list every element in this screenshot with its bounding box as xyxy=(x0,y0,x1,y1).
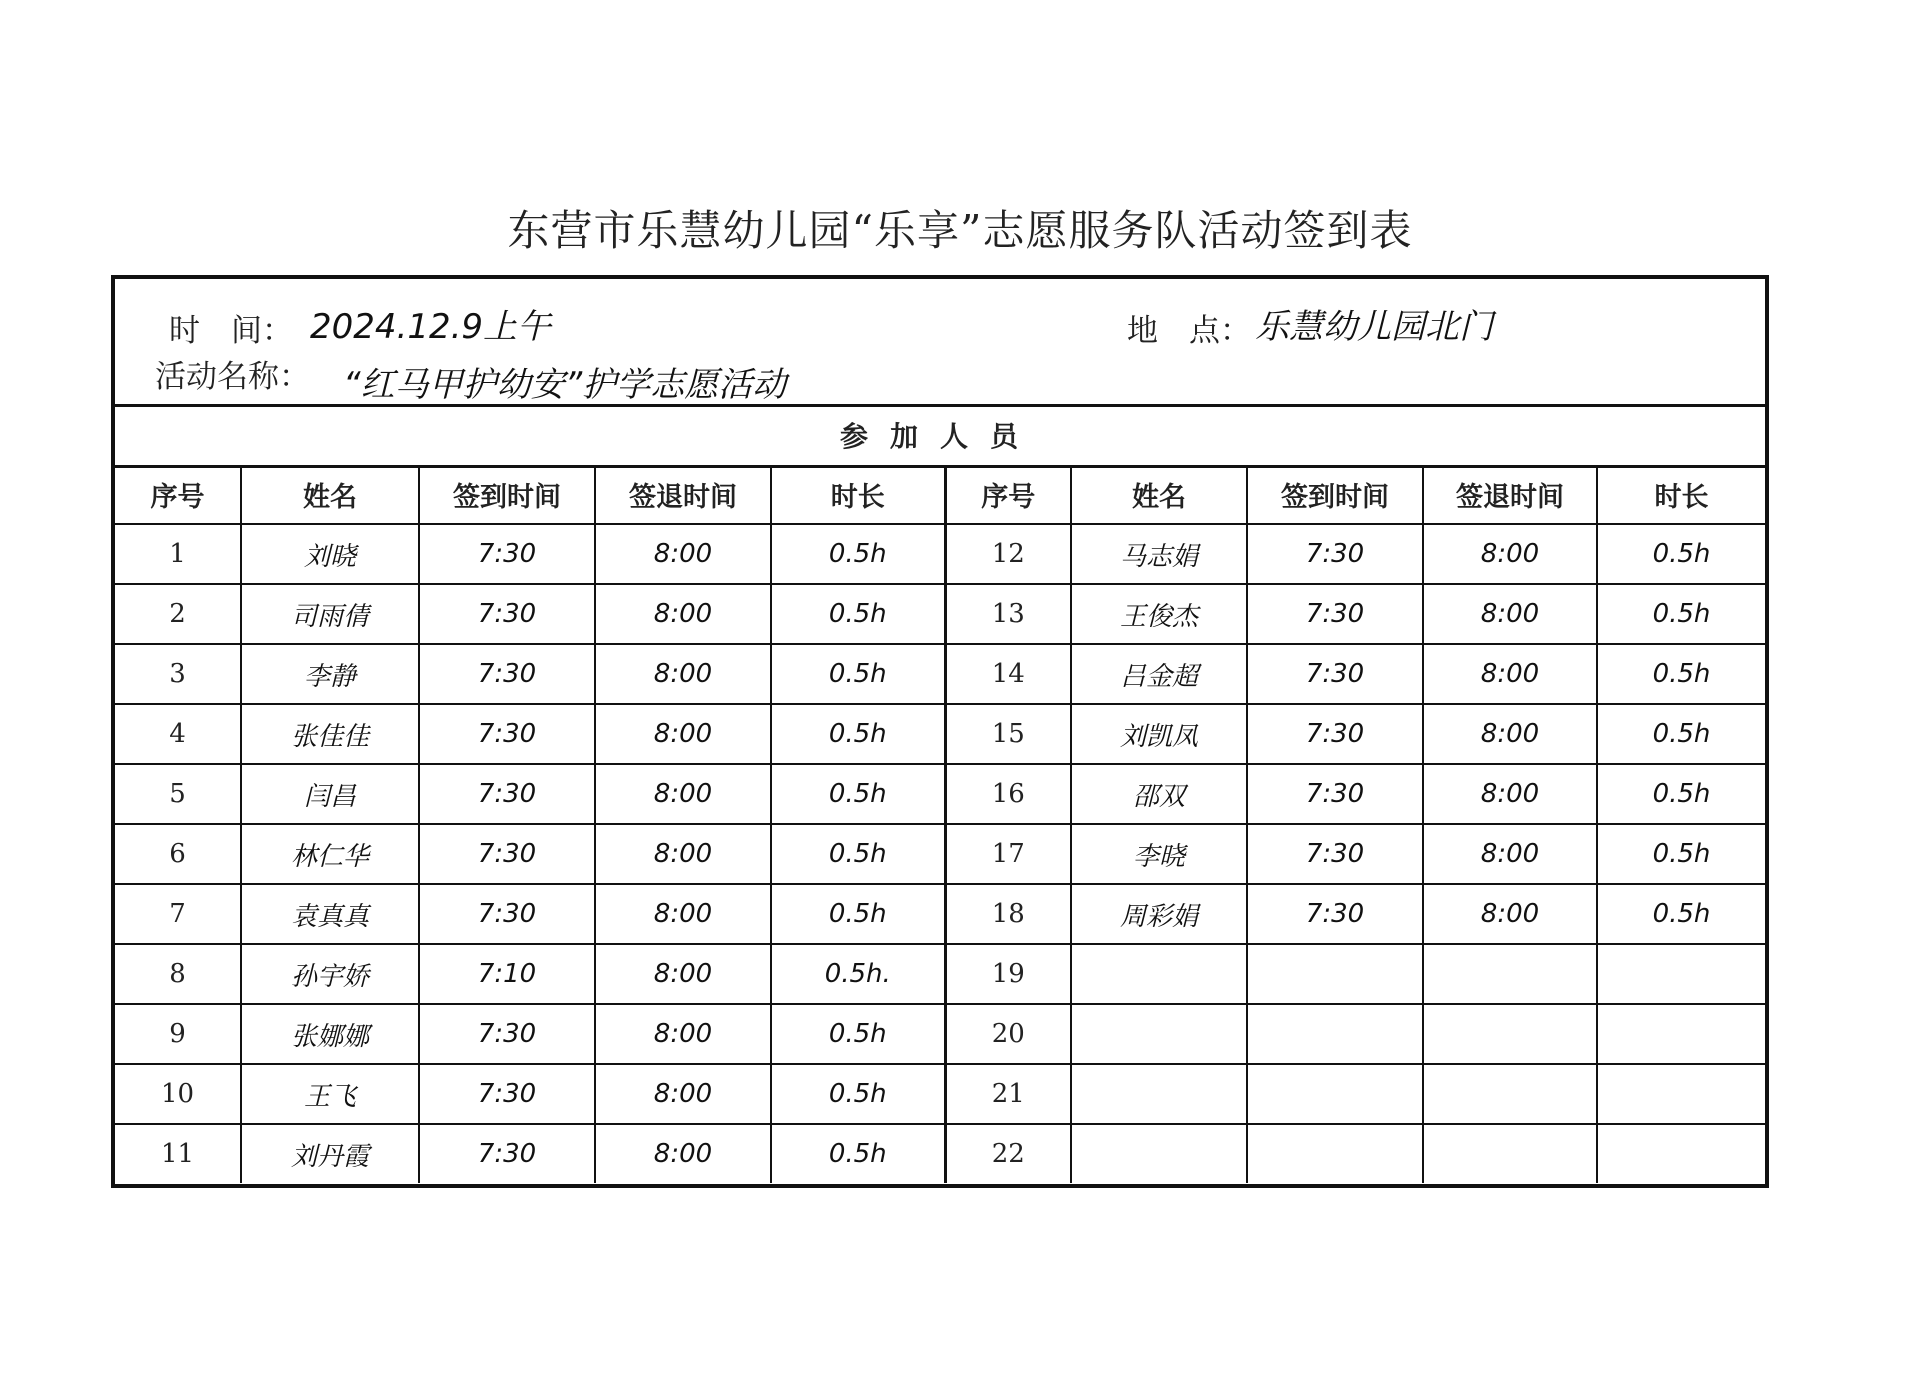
sign-out-time: 8:00 xyxy=(595,1004,771,1064)
row-number: 4 xyxy=(115,704,241,764)
row-number: 22 xyxy=(945,1124,1071,1183)
col-header-name: 姓名 xyxy=(1071,465,1247,524)
participant-name: 林仁华 xyxy=(241,824,419,884)
col-header-sign-out: 签退时间 xyxy=(595,465,771,524)
duration: 0.5h xyxy=(1597,644,1765,704)
sign-in-time: 7:30 xyxy=(419,884,595,944)
participant-name xyxy=(1071,1064,1247,1124)
table-row xyxy=(115,1064,1765,1124)
row-number: 12 xyxy=(945,524,1071,584)
participant-name: 李晓 xyxy=(1071,824,1247,884)
sign-in-time xyxy=(1247,1124,1423,1183)
sign-out-time: 8:00 xyxy=(595,524,771,584)
sign-out-time: 8:00 xyxy=(595,944,771,1004)
row-number: 2 xyxy=(115,584,241,644)
table-row xyxy=(115,1124,1765,1183)
sign-out-time xyxy=(1423,944,1597,1004)
duration: 0.5h xyxy=(771,644,945,704)
sign-in-time: 7:30 xyxy=(419,824,595,884)
sign-in-time: 7:30 xyxy=(1247,524,1423,584)
col-header-name: 姓名 xyxy=(241,465,419,524)
participant-name: 马志娟 xyxy=(1071,524,1247,584)
col-header-sign-in: 签到时间 xyxy=(419,465,595,524)
table-row xyxy=(115,824,1765,884)
duration: 0.5h xyxy=(1597,884,1765,944)
participant-name: 袁真真 xyxy=(241,884,419,944)
sign-in-time: 7:30 xyxy=(419,644,595,704)
sign-out-time: 8:00 xyxy=(1423,824,1597,884)
sign-in-time: 7:30 xyxy=(419,524,595,584)
sign-out-time: 8:00 xyxy=(595,1124,771,1183)
sign-out-time: 8:00 xyxy=(595,884,771,944)
participant-name: 刘丹霞 xyxy=(241,1124,419,1183)
row-number: 10 xyxy=(115,1064,241,1124)
sign-out-time xyxy=(1423,1124,1597,1183)
duration: 0.5h xyxy=(771,824,945,884)
table-row xyxy=(115,704,1765,764)
sign-in-time: 7:30 xyxy=(419,764,595,824)
row-number: 6 xyxy=(115,824,241,884)
sign-in-time xyxy=(1247,944,1423,1004)
sign-in-time: 7:30 xyxy=(1247,584,1423,644)
row-number: 11 xyxy=(115,1124,241,1183)
sign-in-time: 7:30 xyxy=(419,1124,595,1183)
table-row xyxy=(115,644,1765,704)
participant-name: 刘晓 xyxy=(241,524,419,584)
participant-name: 孙宇娇 xyxy=(241,944,419,1004)
header-row xyxy=(115,465,1765,524)
sign-out-time xyxy=(1423,1004,1597,1064)
sign-in-sheet xyxy=(111,275,1769,1188)
sign-out-time: 8:00 xyxy=(595,824,771,884)
row-number: 7 xyxy=(115,884,241,944)
row-number: 18 xyxy=(945,884,1071,944)
duration: 0.5h xyxy=(771,1004,945,1064)
sign-out-time: 8:00 xyxy=(595,764,771,824)
participant-name: 邵双 xyxy=(1071,764,1247,824)
duration xyxy=(1597,1124,1765,1183)
sign-in-time: 7:30 xyxy=(1247,704,1423,764)
table-row xyxy=(115,944,1765,1004)
participant-name: 张娜娜 xyxy=(241,1004,419,1064)
sign-in-time: 7:30 xyxy=(419,1064,595,1124)
table-row xyxy=(115,524,1765,584)
row-number: 17 xyxy=(945,824,1071,884)
col-header-sign-out: 签退时间 xyxy=(1423,465,1597,524)
sign-out-time: 8:00 xyxy=(1423,884,1597,944)
participant-name: 王飞 xyxy=(241,1064,419,1124)
duration: 0.5h xyxy=(771,1064,945,1124)
duration xyxy=(1597,944,1765,1004)
row-number: 3 xyxy=(115,644,241,704)
duration: 0.5h xyxy=(771,764,945,824)
participant-name xyxy=(1071,944,1247,1004)
participant-name: 王俊杰 xyxy=(1071,584,1247,644)
row-number: 19 xyxy=(945,944,1071,1004)
row-number: 15 xyxy=(945,704,1071,764)
time-label: 时 间： xyxy=(169,313,293,349)
duration: 0.5h xyxy=(771,704,945,764)
duration: 0.5h xyxy=(1597,704,1765,764)
duration: 0.5h xyxy=(1597,584,1765,644)
place-label: 地 点： xyxy=(1127,313,1251,349)
row-number: 20 xyxy=(945,1004,1071,1064)
time-value: 2024.12.9上午 xyxy=(310,307,552,347)
duration: 0.5h xyxy=(771,884,945,944)
participant-name: 吕金超 xyxy=(1071,644,1247,704)
sign-out-time: 8:00 xyxy=(595,584,771,644)
sign-out-time: 8:00 xyxy=(595,1064,771,1124)
sign-out-time: 8:00 xyxy=(1423,704,1597,764)
duration xyxy=(1597,1004,1765,1064)
sign-in-time: 7:30 xyxy=(419,584,595,644)
sheet-title: 东营市乐慧幼儿园“乐享”志愿服务队活动签到表 xyxy=(507,206,1413,255)
col-header-no: 序号 xyxy=(115,465,241,524)
sign-in-time: 7:30 xyxy=(1247,884,1423,944)
duration: 0.5h xyxy=(1597,524,1765,584)
sign-out-time: 8:00 xyxy=(1423,644,1597,704)
attendance-table xyxy=(115,465,1765,1183)
row-number: 21 xyxy=(945,1064,1071,1124)
participant-name: 李静 xyxy=(241,644,419,704)
row-number: 9 xyxy=(115,1004,241,1064)
row-number: 13 xyxy=(945,584,1071,644)
sign-in-time: 7:30 xyxy=(1247,764,1423,824)
sign-out-time: 8:00 xyxy=(1423,584,1597,644)
sign-in-time: 7:30 xyxy=(1247,644,1423,704)
sign-in-time: 7:30 xyxy=(419,1004,595,1064)
sign-out-time xyxy=(1423,1064,1597,1124)
activity-label: 活动名称： xyxy=(155,359,310,395)
sign-out-time: 8:00 xyxy=(1423,524,1597,584)
participants-banner: 参加人员 xyxy=(115,404,1765,468)
duration xyxy=(1597,1064,1765,1124)
activity-value: “红马甲护幼安”护学志愿活动 xyxy=(343,365,787,405)
col-header-duration: 时长 xyxy=(771,465,945,524)
duration: 0.5h xyxy=(771,524,945,584)
participant-name: 周彩娟 xyxy=(1071,884,1247,944)
table-row xyxy=(115,764,1765,824)
info-section xyxy=(115,279,1765,407)
sign-in-time xyxy=(1247,1004,1423,1064)
table-row xyxy=(115,1004,1765,1064)
duration: 0.5h xyxy=(771,584,945,644)
col-header-sign-in: 签到时间 xyxy=(1247,465,1423,524)
sign-in-time: 7:10 xyxy=(419,944,595,1004)
row-number: 5 xyxy=(115,764,241,824)
sign-out-time: 8:00 xyxy=(595,704,771,764)
sign-in-time: 7:30 xyxy=(419,704,595,764)
participant-name xyxy=(1071,1124,1247,1183)
table-row xyxy=(115,884,1765,944)
row-number: 1 xyxy=(115,524,241,584)
participant-name: 刘凯凤 xyxy=(1071,704,1247,764)
sign-in-time: 7:30 xyxy=(1247,824,1423,884)
sign-in-time xyxy=(1247,1064,1423,1124)
row-number: 8 xyxy=(115,944,241,1004)
participant-name: 闫昌 xyxy=(241,764,419,824)
duration: 0.5h xyxy=(1597,764,1765,824)
participant-name: 张佳佳 xyxy=(241,704,419,764)
duration: 0.5h. xyxy=(771,944,945,1004)
sign-out-time: 8:00 xyxy=(1423,764,1597,824)
participant-name xyxy=(1071,1004,1247,1064)
col-header-duration: 时长 xyxy=(1597,465,1765,524)
sign-out-time: 8:00 xyxy=(595,644,771,704)
participant-name: 司雨倩 xyxy=(241,584,419,644)
row-number: 16 xyxy=(945,764,1071,824)
table-row xyxy=(115,584,1765,644)
duration: 0.5h xyxy=(771,1124,945,1183)
duration: 0.5h xyxy=(1597,824,1765,884)
row-number: 14 xyxy=(945,644,1071,704)
col-header-no: 序号 xyxy=(945,465,1071,524)
place-value: 乐慧幼儿园北门 xyxy=(1255,307,1493,347)
